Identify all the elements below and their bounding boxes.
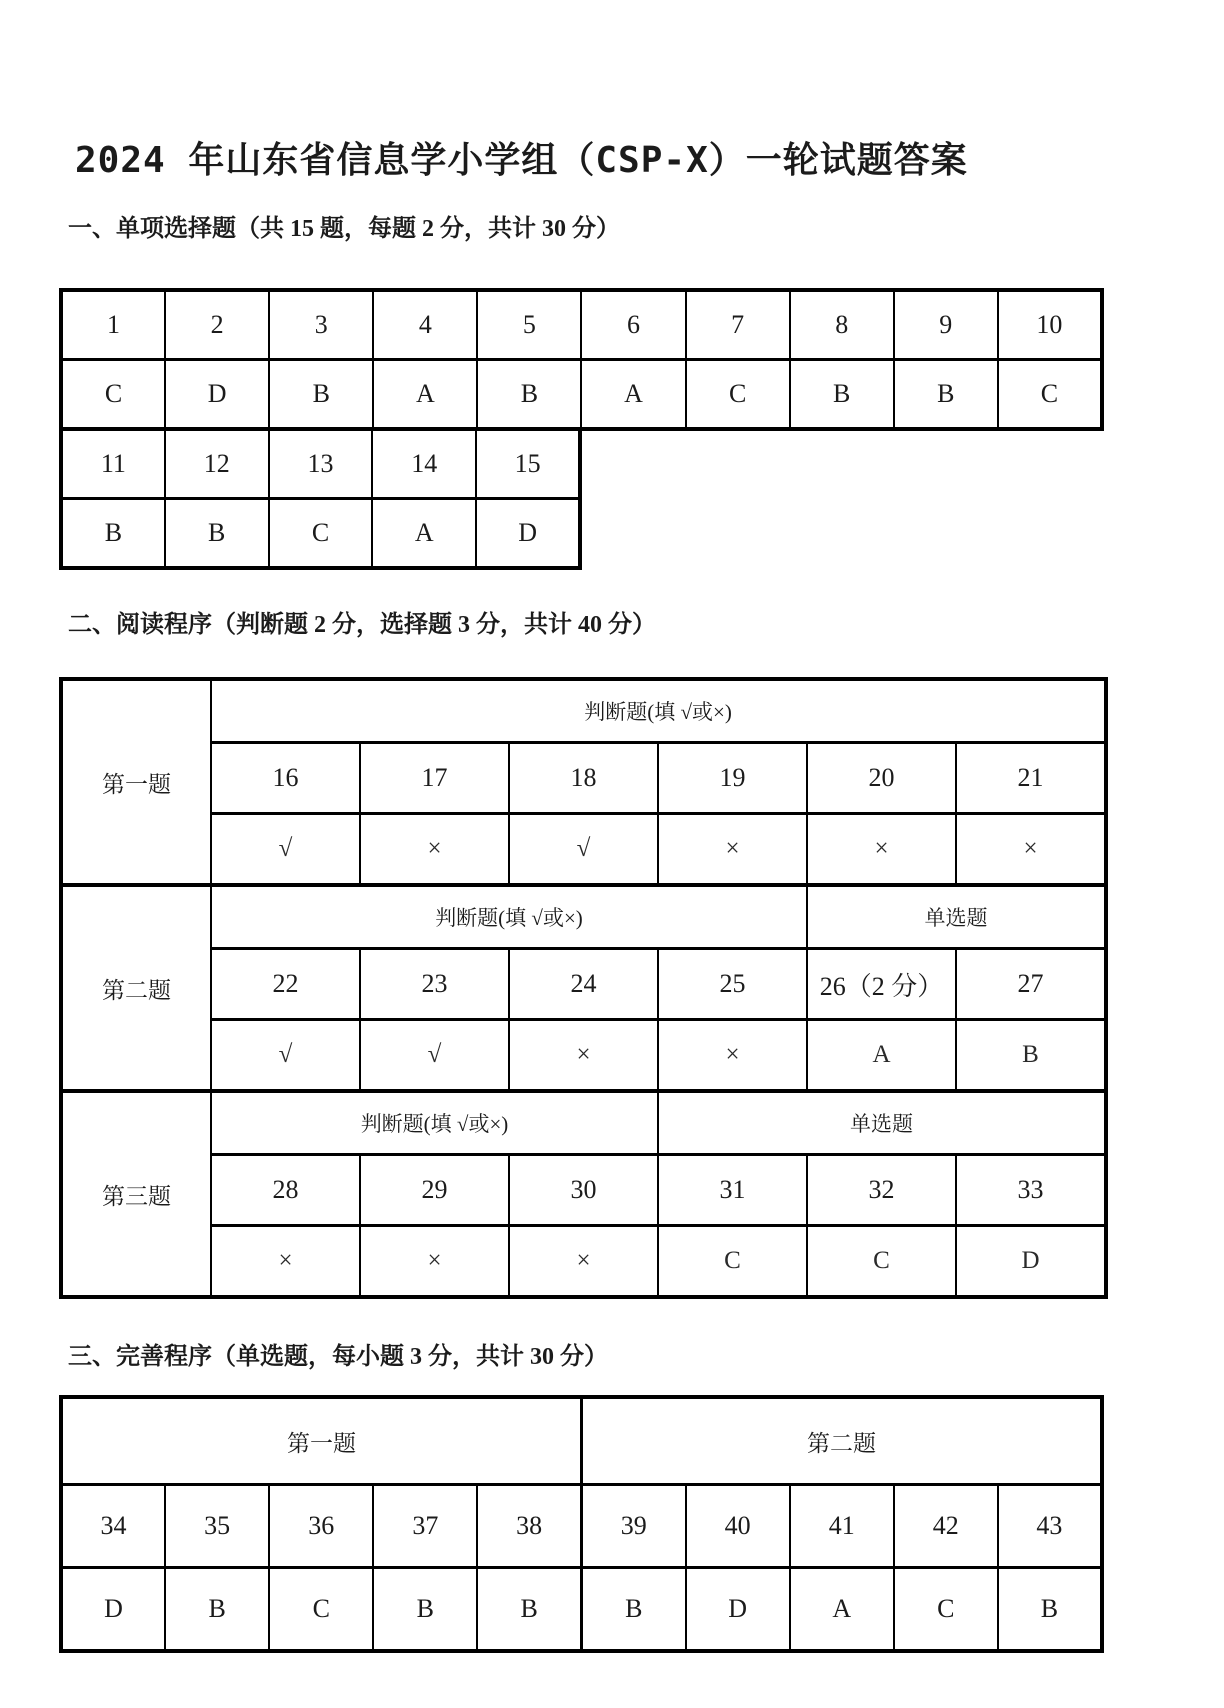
table-row (61, 429, 580, 499)
table-row (61, 499, 580, 569)
question-number-cell: 33 (956, 1155, 1106, 1226)
table-row (61, 1226, 1106, 1298)
question-number-cell: 36 (269, 1485, 373, 1568)
question-number-cell: 23 (360, 949, 509, 1020)
reading-program-table-grid (59, 677, 1108, 1299)
answer-cell: × (360, 1226, 509, 1298)
question-number-cell: 9 (894, 290, 998, 360)
answer-cell: C (807, 1226, 956, 1298)
answer-cell: × (658, 1020, 807, 1092)
question-group-label: 第三题 (61, 1091, 211, 1297)
single-choice-table (59, 288, 1104, 570)
answer-cell: B (477, 1568, 581, 1652)
question-number-cell: 21 (956, 743, 1106, 814)
section1-heading: 一、单项选择题（共 15 题，每题 2 分，共计 30 分） (68, 216, 620, 242)
answer-cell: C (998, 360, 1102, 430)
question-number-cell: 28 (211, 1155, 360, 1226)
answer-type-header: 判断题(填 √或×) (211, 885, 807, 949)
question-number-cell: 18 (509, 743, 658, 814)
answer-type-header: 单选题 (658, 1091, 1106, 1155)
answer-cell: × (360, 814, 509, 886)
question-number-cell: 43 (998, 1485, 1102, 1568)
answer-cell: C (686, 360, 790, 430)
answer-cell: D (476, 499, 580, 569)
question-number-cell: 1 (61, 290, 165, 360)
question-number-cell: 24 (509, 949, 658, 1020)
answer-cell: B (998, 1568, 1102, 1652)
answer-cell: × (509, 1226, 658, 1298)
answer-cell: B (61, 499, 165, 569)
answer-cell: A (807, 1020, 956, 1092)
question-number-cell: 38 (477, 1485, 581, 1568)
answer-cell: C (61, 360, 165, 430)
answer-cell: B (581, 1568, 685, 1652)
answer-cell: B (956, 1020, 1106, 1092)
table-row (61, 743, 1106, 814)
question-number-cell: 29 (360, 1155, 509, 1226)
question-number-cell: 39 (581, 1485, 685, 1568)
question-number-cell: 34 (61, 1485, 165, 1568)
answer-cell: × (211, 1226, 360, 1298)
question-group-label: 第二题 (581, 1397, 1102, 1485)
answer-cell: √ (211, 814, 360, 886)
answer-cell: × (509, 1020, 658, 1092)
question-number-cell: 35 (165, 1485, 269, 1568)
question-number-cell: 6 (581, 290, 685, 360)
question-number-cell: 12 (165, 429, 269, 499)
answer-cell: √ (360, 1020, 509, 1092)
question-number-cell: 11 (61, 429, 165, 499)
answer-cell: C (269, 499, 373, 569)
table-row (61, 1568, 1102, 1652)
table-row (61, 1020, 1106, 1092)
question-number-cell: 19 (658, 743, 807, 814)
answer-cell: × (807, 814, 956, 886)
question-group-label: 第一题 (61, 679, 211, 885)
question-number-cell: 40 (686, 1485, 790, 1568)
question-number-cell: 7 (686, 290, 790, 360)
question-number-cell: 26（2 分） (807, 949, 956, 1020)
section3-heading: 三、完善程序（单选题，每小题 3 分，共计 30 分） (68, 1344, 608, 1370)
complete-program-table-grid (59, 1395, 1104, 1653)
answer-cell: C (894, 1568, 998, 1652)
question-number-cell: 17 (360, 743, 509, 814)
question-group-label: 第二题 (61, 885, 211, 1091)
question-number-cell: 41 (790, 1485, 894, 1568)
section2-heading: 二、阅读程序（判断题 2 分，选择题 3 分，共计 40 分） (68, 612, 656, 638)
table-row (61, 949, 1106, 1020)
answer-cell: B (269, 360, 373, 430)
answer-cell: D (61, 1568, 165, 1652)
answer-cell: B (477, 360, 581, 430)
answer-cell: B (165, 499, 269, 569)
table-row (61, 290, 1102, 360)
answer-cell: A (372, 499, 476, 569)
answer-type-header: 单选题 (807, 885, 1106, 949)
answer-cell: B (894, 360, 998, 430)
answer-cell: C (269, 1568, 373, 1652)
question-number-cell: 14 (372, 429, 476, 499)
table-row (61, 885, 1106, 949)
answer-cell: A (581, 360, 685, 430)
single-choice-table-bottom (59, 427, 582, 570)
question-number-cell: 3 (269, 290, 373, 360)
question-number-cell: 13 (269, 429, 373, 499)
single-choice-table-top (59, 288, 1104, 431)
answer-cell: √ (211, 1020, 360, 1092)
question-number-cell: 15 (476, 429, 580, 499)
answer-cell: A (373, 360, 477, 430)
answer-cell: × (658, 814, 807, 886)
answer-type-header: 判断题(填 √或×) (211, 1091, 658, 1155)
question-number-cell: 4 (373, 290, 477, 360)
answer-cell: D (956, 1226, 1106, 1298)
table-row (61, 360, 1102, 430)
answer-cell: C (658, 1226, 807, 1298)
question-number-cell: 10 (998, 290, 1102, 360)
question-number-cell: 5 (477, 290, 581, 360)
question-number-cell: 8 (790, 290, 894, 360)
question-number-cell: 37 (373, 1485, 477, 1568)
question-number-cell: 32 (807, 1155, 956, 1226)
table-row (61, 1485, 1102, 1568)
table-row (61, 814, 1106, 886)
reading-program-table (59, 677, 1108, 1299)
question-number-cell: 31 (658, 1155, 807, 1226)
table-row (61, 1155, 1106, 1226)
question-number-cell: 30 (509, 1155, 658, 1226)
answer-cell: B (790, 360, 894, 430)
question-number-cell: 2 (165, 290, 269, 360)
answer-cell: D (686, 1568, 790, 1652)
answer-cell: √ (509, 814, 658, 886)
question-number-cell: 27 (956, 949, 1106, 1020)
answer-cell: A (790, 1568, 894, 1652)
complete-program-table (59, 1395, 1104, 1653)
question-number-cell: 20 (807, 743, 956, 814)
answer-type-header: 判断题(填 √或×) (211, 679, 1106, 743)
table-row (61, 679, 1106, 743)
question-number-cell: 42 (894, 1485, 998, 1568)
question-number-cell: 16 (211, 743, 360, 814)
question-number-cell: 22 (211, 949, 360, 1020)
table-row (61, 1091, 1106, 1155)
question-number-cell: 25 (658, 949, 807, 1020)
answer-cell: × (956, 814, 1106, 886)
page-title: 2024 年山东省信息学小学组（CSP-X）一轮试题答案 (75, 140, 968, 181)
table-row (61, 1397, 1102, 1485)
answer-cell: B (165, 1568, 269, 1652)
answer-cell: B (373, 1568, 477, 1652)
question-group-label: 第一题 (61, 1397, 581, 1485)
answer-cell: D (165, 360, 269, 430)
